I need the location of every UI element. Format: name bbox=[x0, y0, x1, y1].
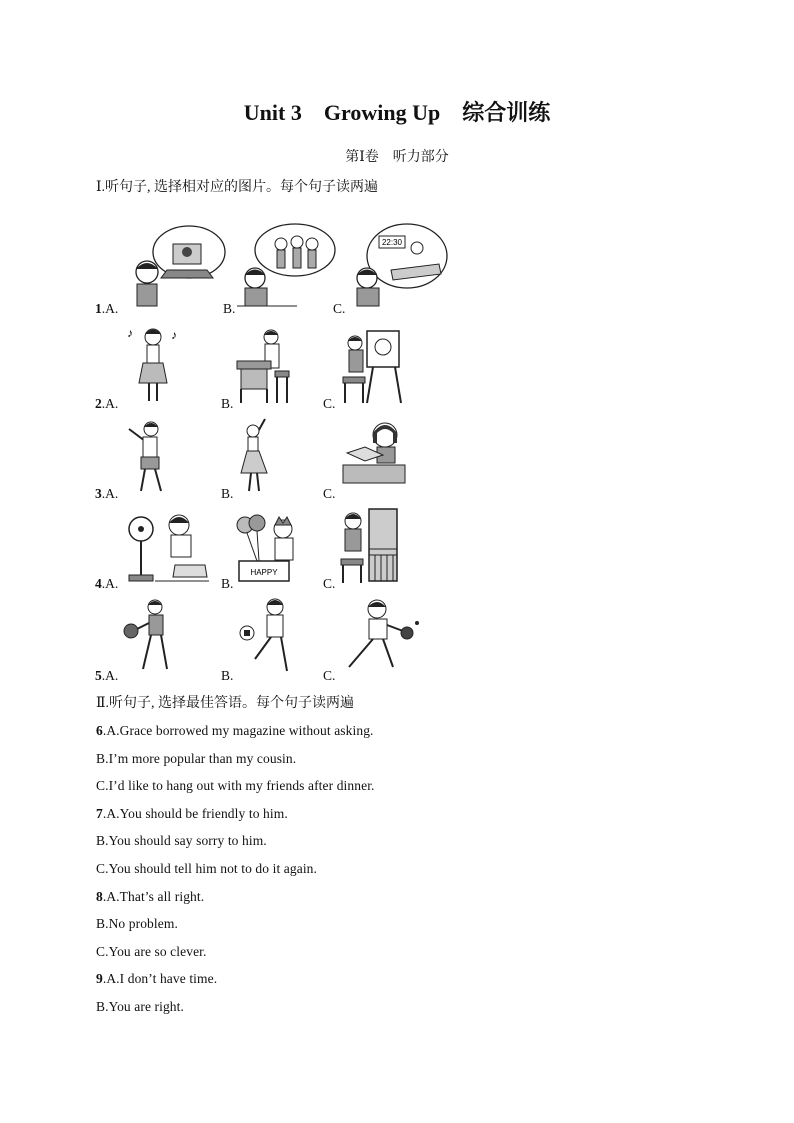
section-2-heading: Ⅱ.听句子, 选择最佳答语。每个句子读两遍 bbox=[96, 696, 355, 711]
boy-clock-homework-picture bbox=[349, 222, 449, 307]
svg-text:♪: ♪ bbox=[127, 326, 133, 340]
answer-line: 7.A.You should be friendly to him. bbox=[96, 806, 288, 821]
answer-line: C.You are so clever. bbox=[96, 944, 207, 959]
svg-text:♪: ♪ bbox=[171, 328, 177, 342]
boy-birthday-cake-picture bbox=[235, 511, 299, 585]
question-3 bbox=[95, 407, 435, 502]
question-5-option-b: B. bbox=[221, 668, 234, 683]
girl-reading-book-picture bbox=[339, 417, 411, 495]
answer-line: C.You should tell him not to do it again. bbox=[96, 861, 317, 876]
question-1 bbox=[95, 222, 435, 317]
question-1-option-c: C. bbox=[333, 301, 346, 316]
answer-line: B.You are right. bbox=[96, 999, 184, 1014]
question-1-option-b: B. bbox=[223, 301, 236, 316]
svg-text:HAPPY: HAPPY bbox=[250, 568, 278, 577]
page-title: Unit 3 Growing Up 综合训练 bbox=[243, 100, 551, 125]
boy-soccer-picture bbox=[235, 597, 305, 677]
question-3-label: 3.A. bbox=[95, 486, 119, 501]
question-3-option-b: B. bbox=[221, 486, 234, 501]
answer-line: C.I’d like to hang out with my friends after dinner. bbox=[96, 778, 375, 793]
answer-line: 8.A.That’s all right. bbox=[96, 889, 205, 904]
question-5-label: 5.A. bbox=[95, 668, 119, 683]
question-2-label: 2.A. bbox=[95, 396, 119, 411]
answer-line: 9.A.I don’t have time. bbox=[96, 971, 218, 986]
question-2-option-b: B. bbox=[221, 396, 234, 411]
boy-thinking-of-friends-picture bbox=[237, 222, 337, 307]
girl-dancing-picture bbox=[235, 417, 275, 495]
answer-line: B.I’m more popular than my cousin. bbox=[96, 751, 297, 766]
page-subtitle: 第Ⅰ卷 听力部分 bbox=[345, 150, 449, 165]
answer-line: B.You should say sorry to him. bbox=[96, 833, 267, 848]
answer-line: 6.A.Grace borrowed my magazine without asking. bbox=[96, 723, 374, 738]
question-2-option-c: C. bbox=[323, 396, 336, 411]
boy-ping-pong-picture bbox=[339, 597, 419, 677]
girl-with-microphone-picture bbox=[123, 419, 173, 495]
answer-line: B.No problem. bbox=[96, 916, 178, 931]
question-4-label: 4.A. bbox=[95, 576, 119, 591]
boy-reading-at-desk-picture bbox=[235, 327, 295, 405]
boy-writing-with-fan-picture bbox=[125, 511, 209, 585]
section-1-heading: Ⅰ.听句子, 选择相对应的图片。每个句子读两遍 bbox=[96, 180, 379, 195]
question-3-option-c: C. bbox=[323, 486, 336, 501]
question-2 bbox=[95, 317, 435, 412]
boy-painting-easel-picture bbox=[339, 327, 403, 405]
question-4 bbox=[95, 497, 435, 592]
boy-playing-piano-picture bbox=[339, 507, 399, 585]
question-4-option-c: C. bbox=[323, 576, 336, 591]
question-5-option-c: C. bbox=[323, 668, 336, 683]
svg-text:22:30: 22:30 bbox=[381, 238, 403, 247]
girl-singing-picture bbox=[125, 321, 185, 405]
boy-basketball-picture bbox=[123, 597, 179, 677]
question-1-label: 1.A. bbox=[95, 301, 119, 316]
question-4-option-b: B. bbox=[221, 576, 234, 591]
boy-computer-thought-picture bbox=[127, 222, 227, 307]
question-5 bbox=[95, 589, 435, 684]
